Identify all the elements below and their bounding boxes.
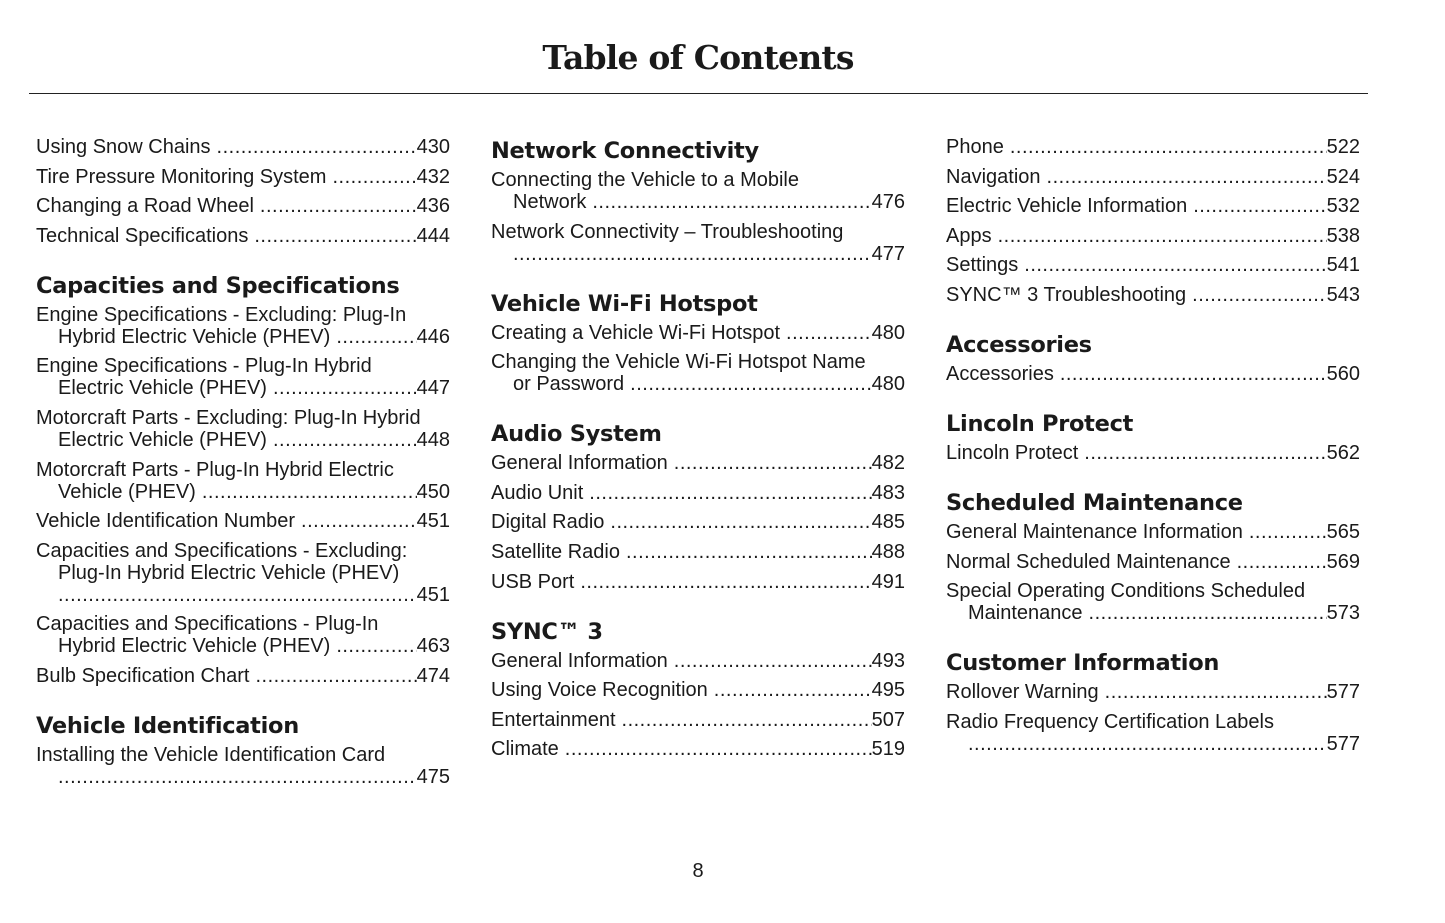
toc-section: [491, 419, 905, 592]
section-heading: Accessories: [946, 331, 1092, 358]
page-ref: 483: [871, 481, 905, 504]
toc-entry-leader-line: [946, 521, 1360, 543]
toc-entry[interactable]: [36, 355, 450, 399]
toc-entry-title: USB Port: [491, 570, 575, 593]
toc-entry-title: Phone: [946, 136, 1004, 158]
section-heading: Capacities and Specifications: [36, 272, 400, 299]
page-title: Table of Contents: [542, 38, 854, 77]
toc-entry-leader-line: [946, 195, 1360, 217]
toc-entry-title: Rollover Warning: [946, 681, 1099, 704]
page-ref: 475: [416, 765, 450, 788]
dot-leader: [58, 766, 417, 788]
toc-entry-leader-line: [36, 584, 450, 606]
toc-entry[interactable]: [36, 304, 450, 348]
dot-leader: [626, 541, 872, 563]
toc-entry-title: Network: [513, 191, 587, 213]
toc-entry-leader-line: [491, 243, 905, 265]
page-ref: 450: [416, 480, 450, 503]
toc-entry[interactable]: [946, 284, 1360, 306]
toc-entries: [946, 136, 1360, 306]
page-ref: 436: [416, 195, 450, 218]
dot-leader: [1237, 551, 1327, 573]
toc-entry[interactable]: [491, 482, 905, 504]
toc-entry-title-line-1: Motorcraft Parts - Plug-In Hybrid Electric: [36, 458, 394, 481]
page-ref: 485: [871, 511, 905, 534]
dot-leader: [1089, 602, 1327, 624]
dot-leader: [592, 191, 871, 213]
toc-entry-title: Electric Vehicle (PHEV): [58, 428, 267, 451]
section-heading: Vehicle Identification: [36, 712, 299, 739]
toc-entry-leader-line: [491, 511, 905, 533]
toc-entry-leader-line: [491, 452, 905, 474]
dot-leader: [217, 136, 417, 158]
dot-leader: [202, 481, 417, 503]
page-ref: 476: [871, 191, 905, 213]
dot-leader: [301, 510, 417, 532]
toc-entry-leader-line: [491, 738, 905, 760]
toc-section: [491, 136, 905, 265]
page-ref: 491: [871, 570, 905, 593]
toc-entries: [946, 521, 1360, 624]
dot-leader: [254, 225, 416, 247]
page-ref: 532: [1326, 195, 1360, 218]
toc-column-1: [36, 136, 450, 788]
toc-entry[interactable]: [946, 136, 1360, 158]
page-ref: 560: [1326, 362, 1360, 385]
dot-leader: [273, 429, 417, 451]
toc-entry-title: Climate: [491, 738, 559, 761]
toc-entry-leader-line: [491, 191, 905, 213]
page-ref: 474: [416, 664, 450, 687]
page-ref: 451: [416, 510, 450, 533]
toc-section: [36, 271, 450, 687]
toc-entry-title-line-2: [36, 562, 450, 584]
toc-entry-leader-line: [946, 551, 1360, 573]
toc-entry-title: Creating a Vehicle Wi-Fi Hotspot: [491, 321, 781, 344]
page-ref: 477: [871, 242, 905, 265]
dot-leader: [674, 452, 872, 474]
toc-entries: [946, 363, 1360, 385]
toc-entry[interactable]: [491, 571, 905, 593]
toc-entry-title: Vehicle (PHEV): [58, 480, 196, 503]
dot-leader: [580, 571, 871, 593]
toc-entry-leader-line: [491, 541, 905, 563]
toc-entry[interactable]: [36, 166, 450, 188]
section-heading: Customer Information: [946, 650, 1220, 677]
toc-entry-title: Bulb Specification Chart: [36, 664, 250, 687]
toc-entry-title: Electric Vehicle (PHEV): [58, 377, 267, 400]
toc-entry-leader-line: [36, 766, 450, 788]
toc-entry[interactable]: [946, 580, 1360, 624]
toc-entry-title-line-1: Engine Specifications - Plug-In Hybrid: [36, 355, 372, 378]
toc-entry-title: Tire Pressure Monitoring System: [36, 165, 327, 188]
page-ref: 538: [1326, 224, 1360, 247]
page-ref: 519: [871, 738, 905, 761]
toc-entry-title: Lincoln Protect: [946, 441, 1079, 464]
toc-entry-title-line-1: Engine Specifications - Excluding: Plug-In: [36, 303, 407, 326]
toc-entry-leader-line: [36, 225, 450, 247]
toc-entry-leader-line: [491, 482, 905, 504]
toc-entry-leader-line: [36, 510, 450, 532]
dot-leader: [610, 511, 871, 533]
toc-entry-title: Hybrid Electric Vehicle (PHEV): [58, 635, 331, 658]
toc-entry[interactable]: [36, 407, 450, 451]
page-ref: 448: [416, 428, 450, 451]
dot-leader: [1024, 254, 1326, 276]
toc-entry-leader-line: [946, 166, 1360, 188]
toc-entry-title: Satellite Radio: [491, 540, 620, 563]
toc-entry-title-line-1: Capacities and Specifications - Plug-In: [36, 613, 379, 636]
toc-entry[interactable]: [491, 169, 905, 213]
toc-entry-title-line-1: Motorcraft Parts - Excluding: Plug-In Hybrid: [36, 406, 421, 429]
toc-entry-leader-line: [946, 136, 1360, 158]
toc-entry[interactable]: [491, 452, 905, 474]
toc-entry-leader-line: [946, 602, 1360, 624]
toc-entry-title: Technical Specifications: [36, 224, 249, 247]
toc-entry-leader-line: [36, 429, 450, 451]
page-ref: 482: [871, 452, 905, 475]
section-heading: Scheduled Maintenance: [946, 489, 1243, 516]
toc-entry[interactable]: [946, 363, 1360, 385]
dot-leader: [336, 326, 416, 348]
toc-section: [36, 711, 450, 788]
section-heading: Network Connectivity: [491, 138, 759, 164]
page-ref: 432: [416, 165, 450, 188]
toc-entry-title-line-1: Changing the Vehicle Wi-Fi Hotspot Name: [491, 351, 866, 374]
toc-entry[interactable]: [491, 679, 905, 701]
toc-entry[interactable]: [36, 225, 450, 247]
toc-entry-title: Apps: [946, 224, 992, 247]
dot-leader: [1047, 166, 1327, 188]
page-ref: 569: [1326, 550, 1360, 573]
page-ref: 451: [416, 583, 450, 606]
page-ref: 577: [1326, 681, 1360, 704]
dot-leader: [273, 377, 417, 399]
dot-leader: [1060, 363, 1327, 385]
page-ref: 495: [871, 679, 905, 702]
toc-entries: [946, 442, 1360, 464]
toc-entry-leader-line: [491, 373, 905, 395]
toc-entry-title: Hybrid Electric Vehicle (PHEV): [58, 325, 331, 348]
section-heading: Vehicle Wi-Fi Hotspot: [491, 290, 758, 317]
toc-entry-title: Electric Vehicle Information: [946, 195, 1188, 218]
page-ref: 430: [416, 136, 450, 158]
toc-entry-title: Using Snow Chains: [36, 136, 211, 158]
toc-entry[interactable]: [36, 459, 450, 503]
toc-entry-title-line-1: Special Operating Conditions Scheduled: [946, 580, 1306, 603]
toc-entry-title-line-1: Network Connectivity – Troubleshooting: [491, 220, 844, 243]
toc-entry-title: Digital Radio: [491, 511, 605, 534]
page-ref: 524: [1326, 165, 1360, 188]
toc-entries: [491, 452, 905, 592]
dot-leader: [630, 373, 871, 395]
toc-entry-leader-line: [36, 326, 450, 348]
toc-entry[interactable]: [946, 681, 1360, 703]
toc-entries: [36, 304, 450, 687]
toc-entry-leader-line: [491, 709, 905, 731]
toc-entry-title: or Password: [513, 373, 625, 396]
toc-entry-title: Normal Scheduled Maintenance: [946, 550, 1231, 573]
dot-leader: [1192, 284, 1326, 306]
page-ref: 446: [416, 325, 450, 348]
dot-leader: [1193, 195, 1326, 217]
dot-leader: [513, 243, 872, 265]
toc-entry-leader-line: [36, 635, 450, 657]
toc-section: [491, 617, 905, 761]
toc-entry[interactable]: [491, 221, 905, 265]
toc-entry[interactable]: [946, 442, 1360, 464]
toc-entry-title: Entertainment: [491, 708, 616, 731]
toc-section: [946, 488, 1360, 624]
toc-entry-title-line-1: Capacities and Specifications - Excluding:: [36, 539, 408, 562]
toc-entry-title: Navigation: [946, 165, 1041, 188]
page-ref: 480: [871, 321, 905, 344]
toc-entries: [36, 744, 450, 788]
toc-entry-title: Audio Unit: [491, 481, 584, 504]
page-ref: 447: [416, 377, 450, 400]
page-ref: 488: [871, 540, 905, 563]
dot-leader: [998, 225, 1327, 247]
page-ref: 463: [416, 635, 450, 658]
page-ref: 541: [1326, 254, 1360, 277]
toc-entry-leader-line: [36, 377, 450, 399]
toc-entry[interactable]: [491, 322, 905, 344]
toc-entry[interactable]: [946, 521, 1360, 543]
toc-entries: [946, 681, 1360, 755]
dot-leader: [336, 635, 416, 657]
toc-entry[interactable]: [946, 166, 1360, 188]
page-ref: 543: [1326, 283, 1360, 306]
toc-entry[interactable]: [491, 351, 905, 395]
toc-entry-leader-line: [36, 136, 450, 158]
toc-column-3: [946, 136, 1360, 755]
page-ref: 573: [1326, 602, 1360, 625]
dot-leader: [1105, 681, 1327, 703]
dot-leader: [1084, 442, 1326, 464]
toc-entry[interactable]: [36, 510, 450, 532]
dot-leader: [255, 665, 416, 687]
toc-entry-leader-line: [946, 254, 1360, 276]
dot-leader: [1010, 136, 1327, 158]
title-divider: [29, 93, 1368, 94]
toc-entry[interactable]: [491, 650, 905, 672]
toc-entry-title: Changing a Road Wheel: [36, 195, 254, 218]
toc-entry-leader-line: [36, 665, 450, 687]
toc-entry-leader-line: [491, 571, 905, 593]
toc-entry[interactable]: [946, 254, 1360, 276]
toc-entry-title: Accessories: [946, 362, 1054, 385]
toc-entry-leader-line: [946, 363, 1360, 385]
toc-entry[interactable]: [946, 551, 1360, 573]
toc-entry-leader-line: [946, 681, 1360, 703]
toc-entry-leader-line: [36, 195, 450, 217]
page-ref: 493: [871, 649, 905, 672]
dot-leader: [786, 322, 872, 344]
page-ref: 507: [871, 708, 905, 731]
section-heading: SYNC™ 3: [491, 618, 603, 645]
dot-leader: [332, 166, 416, 188]
toc-entry-leader-line: [946, 284, 1360, 306]
toc-entry-leader-line: [36, 166, 450, 188]
page-ref: 577: [1326, 732, 1360, 755]
toc-entry-leader-line: [36, 481, 450, 503]
toc-entry[interactable]: [36, 665, 450, 687]
toc-entry-title: Maintenance: [968, 602, 1083, 625]
toc-entry-title-text: Plug-In Hybrid Electric Vehicle (PHEV): [58, 561, 400, 584]
toc-entry[interactable]: [491, 738, 905, 760]
page-ref: 444: [416, 224, 450, 247]
toc-entry-title: General Information: [491, 452, 668, 475]
toc-section: [946, 330, 1360, 385]
toc-section: [946, 136, 1360, 306]
page-ref: 522: [1326, 136, 1360, 158]
toc-entry-leader-line: [946, 442, 1360, 464]
page-ref: 565: [1326, 520, 1360, 543]
toc-entry[interactable]: [491, 709, 905, 731]
toc-entry-leader-line: [946, 733, 1360, 755]
dot-leader: [1249, 521, 1327, 543]
toc-section: [946, 409, 1360, 464]
toc-entry-leader-line: [491, 679, 905, 701]
toc-entries: [36, 136, 450, 247]
toc-entry-title: Settings: [946, 254, 1019, 277]
toc-entry-title: General Maintenance Information: [946, 520, 1243, 543]
toc-entry-title-line-1: Radio Frequency Certification Labels: [946, 710, 1274, 733]
page-ref: 480: [871, 373, 905, 396]
toc-entry[interactable]: [491, 511, 905, 533]
toc-entry[interactable]: [491, 541, 905, 563]
dot-leader: [968, 733, 1327, 755]
toc-entry-title: General Information: [491, 649, 668, 672]
toc-column-2: [491, 136, 905, 760]
toc-entry-title: SYNC™ 3 Troubleshooting: [946, 283, 1187, 306]
toc-entry[interactable]: [36, 195, 450, 217]
toc-section: [36, 136, 450, 247]
dot-leader: [714, 679, 872, 701]
toc-entry-title-line-1: Connecting the Vehicle to a Mobile: [491, 169, 799, 191]
toc-entries: [491, 650, 905, 761]
toc-section: [491, 289, 905, 396]
section-heading: Audio System: [491, 421, 662, 448]
toc-entry[interactable]: [36, 744, 450, 788]
toc-entry-leader-line: [491, 650, 905, 672]
toc-entry-title-line-1: Installing the Vehicle Identification Card: [36, 743, 386, 766]
dot-leader: [589, 482, 871, 504]
toc-entry[interactable]: [946, 195, 1360, 217]
toc-entries: [491, 169, 905, 265]
toc-entry[interactable]: [36, 540, 450, 606]
dot-leader: [260, 195, 417, 217]
toc-entry[interactable]: [946, 711, 1360, 755]
page-ref: 562: [1326, 441, 1360, 464]
dot-leader: [58, 584, 417, 606]
toc-entry[interactable]: [36, 613, 450, 657]
dot-leader: [622, 709, 872, 731]
dot-leader: [565, 738, 872, 760]
page-number: 8: [692, 860, 704, 882]
toc-entries: [491, 322, 905, 396]
toc-entry[interactable]: [946, 225, 1360, 247]
toc-entry-leader-line: [491, 322, 905, 344]
toc-entry-title: Using Voice Recognition: [491, 679, 708, 702]
toc-section: [946, 648, 1360, 755]
toc-entry[interactable]: [36, 136, 450, 158]
section-heading: Lincoln Protect: [946, 410, 1134, 437]
dot-leader: [674, 650, 872, 672]
toc-entry-leader-line: [946, 225, 1360, 247]
toc-entry-title: Vehicle Identification Number: [36, 510, 296, 533]
